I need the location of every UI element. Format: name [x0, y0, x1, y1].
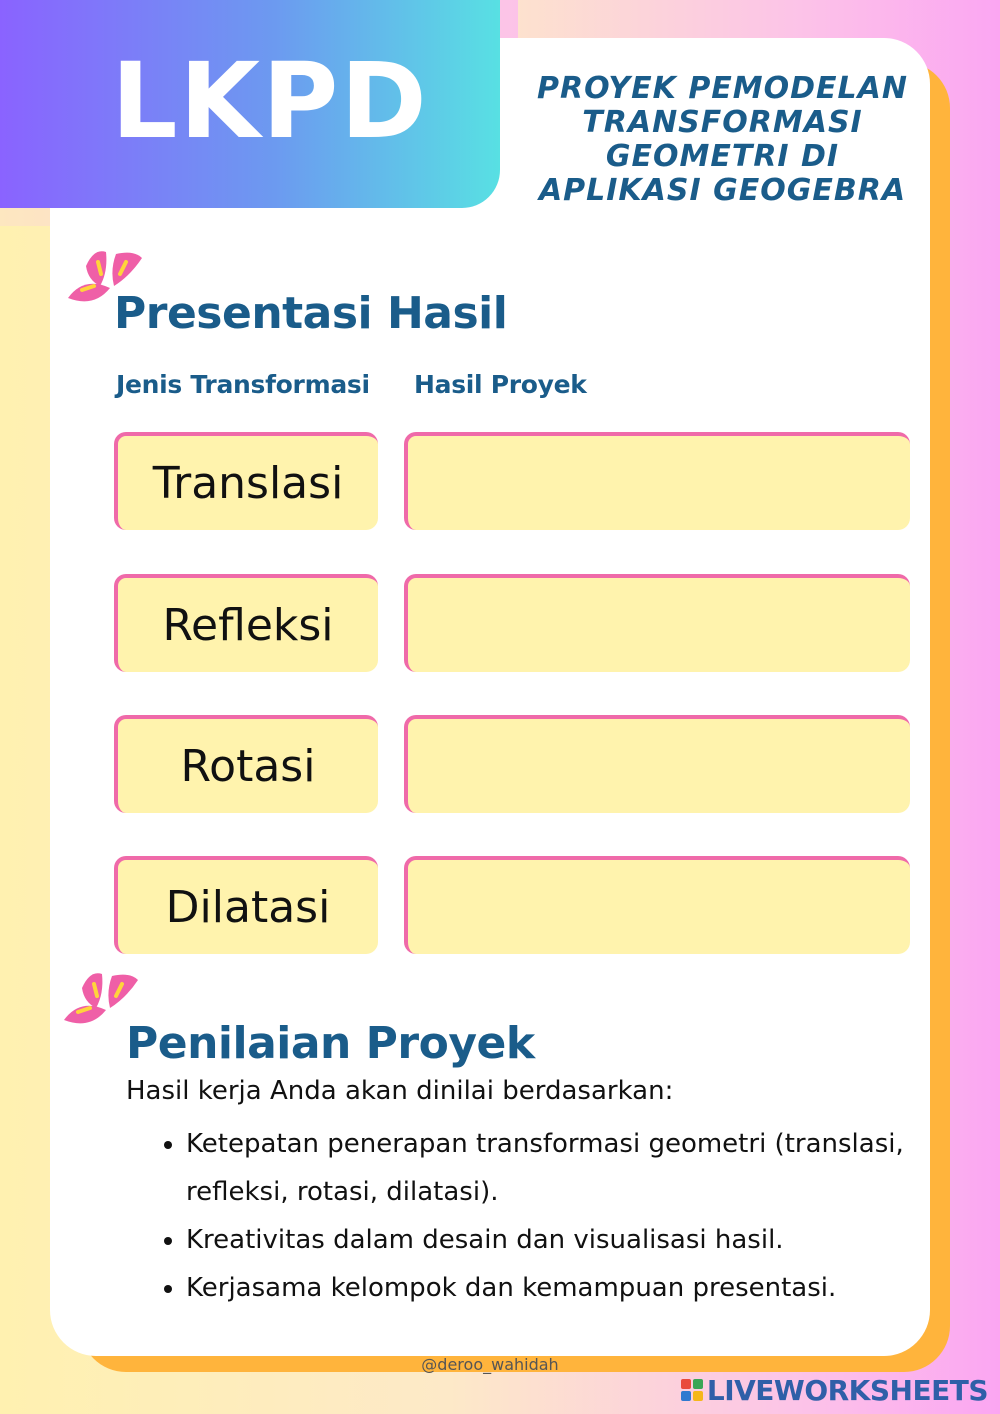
logo-title: LKPD	[111, 40, 429, 162]
presentation-title: Presentasi Hasil	[114, 288, 508, 339]
result-input-dilatasi[interactable]	[404, 856, 910, 954]
author-credit: @deroo_wahidah	[421, 1355, 559, 1374]
column-header-type: Jenis Transformasi	[116, 370, 370, 399]
assessment-title: Penilaian Proyek	[126, 1018, 535, 1069]
result-input-refleksi[interactable]	[404, 574, 910, 672]
transform-label-translasi: Translasi	[114, 432, 378, 530]
transform-label-dilatasi: Dilatasi	[114, 856, 378, 954]
result-input-translasi[interactable]	[404, 432, 910, 530]
assessment-criteria-list	[156, 1120, 906, 1312]
criteria-item: • Kreativitas dalam desain dan visualisasi hasil.	[186, 1216, 906, 1264]
result-input-rotasi[interactable]	[404, 715, 910, 813]
transform-label-rotasi: Rotasi	[114, 715, 378, 813]
liveworksheets-text: LIVEWORKSHEETS	[706, 1373, 988, 1407]
transform-label-refleksi: Refleksi	[114, 574, 378, 672]
criteria-item: • Kerjasama kelompok dan kemampuan presentasi.	[186, 1264, 906, 1312]
liveworksheets-logo-icon	[681, 1379, 703, 1401]
column-header-result: Hasil Proyek	[414, 370, 587, 399]
assessment-intro: Hasil kerja Anda akan dinilai berdasarkan:	[126, 1076, 674, 1106]
project-title: PROYEK PEMODELAN TRANSFORMASI GEOMETRI DI APLIKASI GEOGEBRA	[537, 71, 908, 208]
liveworksheets-brand[interactable]	[681, 1374, 988, 1406]
criteria-item: • Ketepatan penerapan transformasi geometri (translasi, refleksi, rotasi, dilatasi).	[186, 1120, 906, 1216]
